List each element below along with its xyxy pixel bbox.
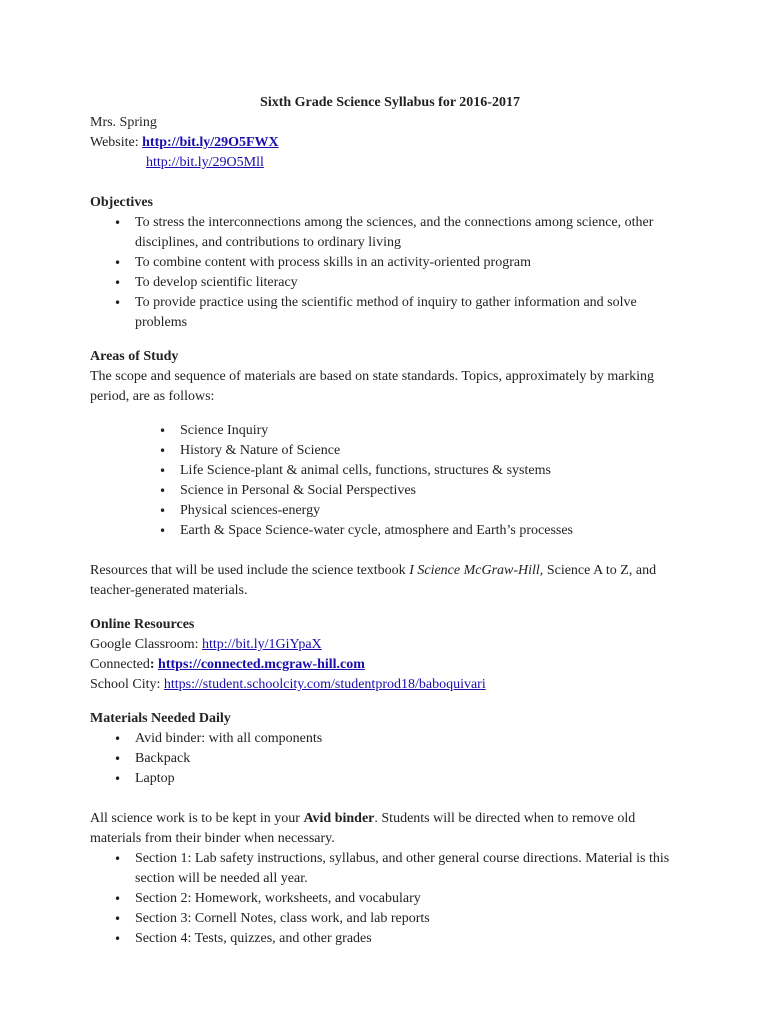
- online-heading: Online Resources: [90, 617, 195, 632]
- list-item: • Section 1: Lab safety instructions, syllabus, and other general course directions. Material is this section will be needed all year.: [90, 849, 690, 889]
- list-item: • Avid binder: with all components: [90, 729, 690, 749]
- google-classroom-line: [90, 635, 690, 655]
- resources-paragraph: [90, 561, 690, 601]
- website-link-1[interactable]: http://bit.ly/29O5FWX: [142, 135, 279, 150]
- list-item: • Section 4: Tests, quizzes, and other grades: [90, 929, 690, 949]
- materials-list: [90, 729, 690, 789]
- connected-label: Connected: [90, 657, 150, 672]
- teacher-name: Mrs. Spring: [90, 115, 157, 130]
- resources-pre: Resources that will be used include the science textbook: [90, 563, 410, 578]
- binder-pre: All science work is to be kept in your: [90, 811, 304, 826]
- list-item: • Backpack: [90, 749, 690, 769]
- objectives-list: [90, 213, 690, 333]
- materials-heading: Materials Needed Daily: [90, 711, 231, 726]
- list-item: • Section 3: Cornell Notes, class work, and lab reports: [90, 909, 690, 929]
- list-item: • Earth & Space Science-water cycle, atmosphere and Earth’s processes: [90, 521, 690, 541]
- google-classroom-link[interactable]: http://bit.ly/1GiYpaX: [202, 637, 322, 652]
- list-item: • History & Nature of Science: [90, 441, 690, 461]
- google-label: Google Classroom:: [90, 637, 202, 652]
- website-link-2[interactable]: http://bit.ly/29O5Mll: [146, 155, 264, 170]
- list-item: • Science Inquiry: [90, 421, 690, 441]
- list-item: • To develop scientific literacy: [90, 273, 690, 293]
- list-item: • Section 2: Homework, worksheets, and vocabulary: [90, 889, 690, 909]
- school-city-link[interactable]: https://student.schoolcity.com/studentprod18/baboquivari: [163, 677, 486, 692]
- list-item: • Physical sciences-energy: [90, 501, 690, 521]
- list-item: • To combine content with process skills in an activity-oriented program: [90, 253, 690, 273]
- website-label: Website:: [90, 135, 143, 150]
- spacer: [90, 789, 690, 809]
- website-line: [90, 133, 690, 153]
- areas-intro: The scope and sequence of materials are based on state standards. Topics, approximately by marking period, are as follows:: [90, 369, 655, 404]
- spacer: [90, 173, 690, 193]
- syllabus-content: [90, 93, 690, 949]
- binder-paragraph: [90, 809, 690, 849]
- resources-post: Science A to Z, and teacher-generated materials.: [90, 563, 657, 598]
- connected-line: [90, 655, 690, 675]
- connected-colon: :: [149, 657, 159, 672]
- list-item: • Science in Personal & Social Perspectives: [90, 481, 690, 501]
- objectives-heading: Objectives: [90, 195, 153, 210]
- areas-list: [90, 421, 690, 541]
- page-title: Sixth Grade Science Syllabus for 2016-2017: [260, 95, 520, 110]
- binder-post: . Students will be directed when to remove old materials from their binder when necessary.: [90, 811, 636, 846]
- list-item: • To provide practice using the scientific method of inquiry to gather information and solve problems: [90, 293, 690, 333]
- spacer: [90, 541, 690, 561]
- avid-binder-text: Avid binder: [303, 811, 375, 826]
- spacer: [90, 695, 690, 709]
- spacer: [90, 601, 690, 615]
- school-city-line: [90, 675, 690, 695]
- areas-heading: Areas of Study: [90, 349, 179, 364]
- website-line-2: [90, 153, 690, 173]
- spacer: [90, 407, 690, 421]
- textbook-title: I Science McGraw-Hill,: [409, 563, 544, 578]
- connected-link[interactable]: https://connected.mcgraw-hill.com: [158, 657, 365, 672]
- spacer: [90, 333, 690, 347]
- list-item: • Laptop: [90, 769, 690, 789]
- list-item: • Life Science-plant & animal cells, functions, structures & systems: [90, 461, 690, 481]
- list-item: • To stress the interconnections among the sciences, and the connections among science, other disciplines, and contributions to ordinary living: [90, 213, 690, 253]
- binder-sections-list: [90, 849, 690, 949]
- school-city-label: School City:: [90, 677, 164, 692]
